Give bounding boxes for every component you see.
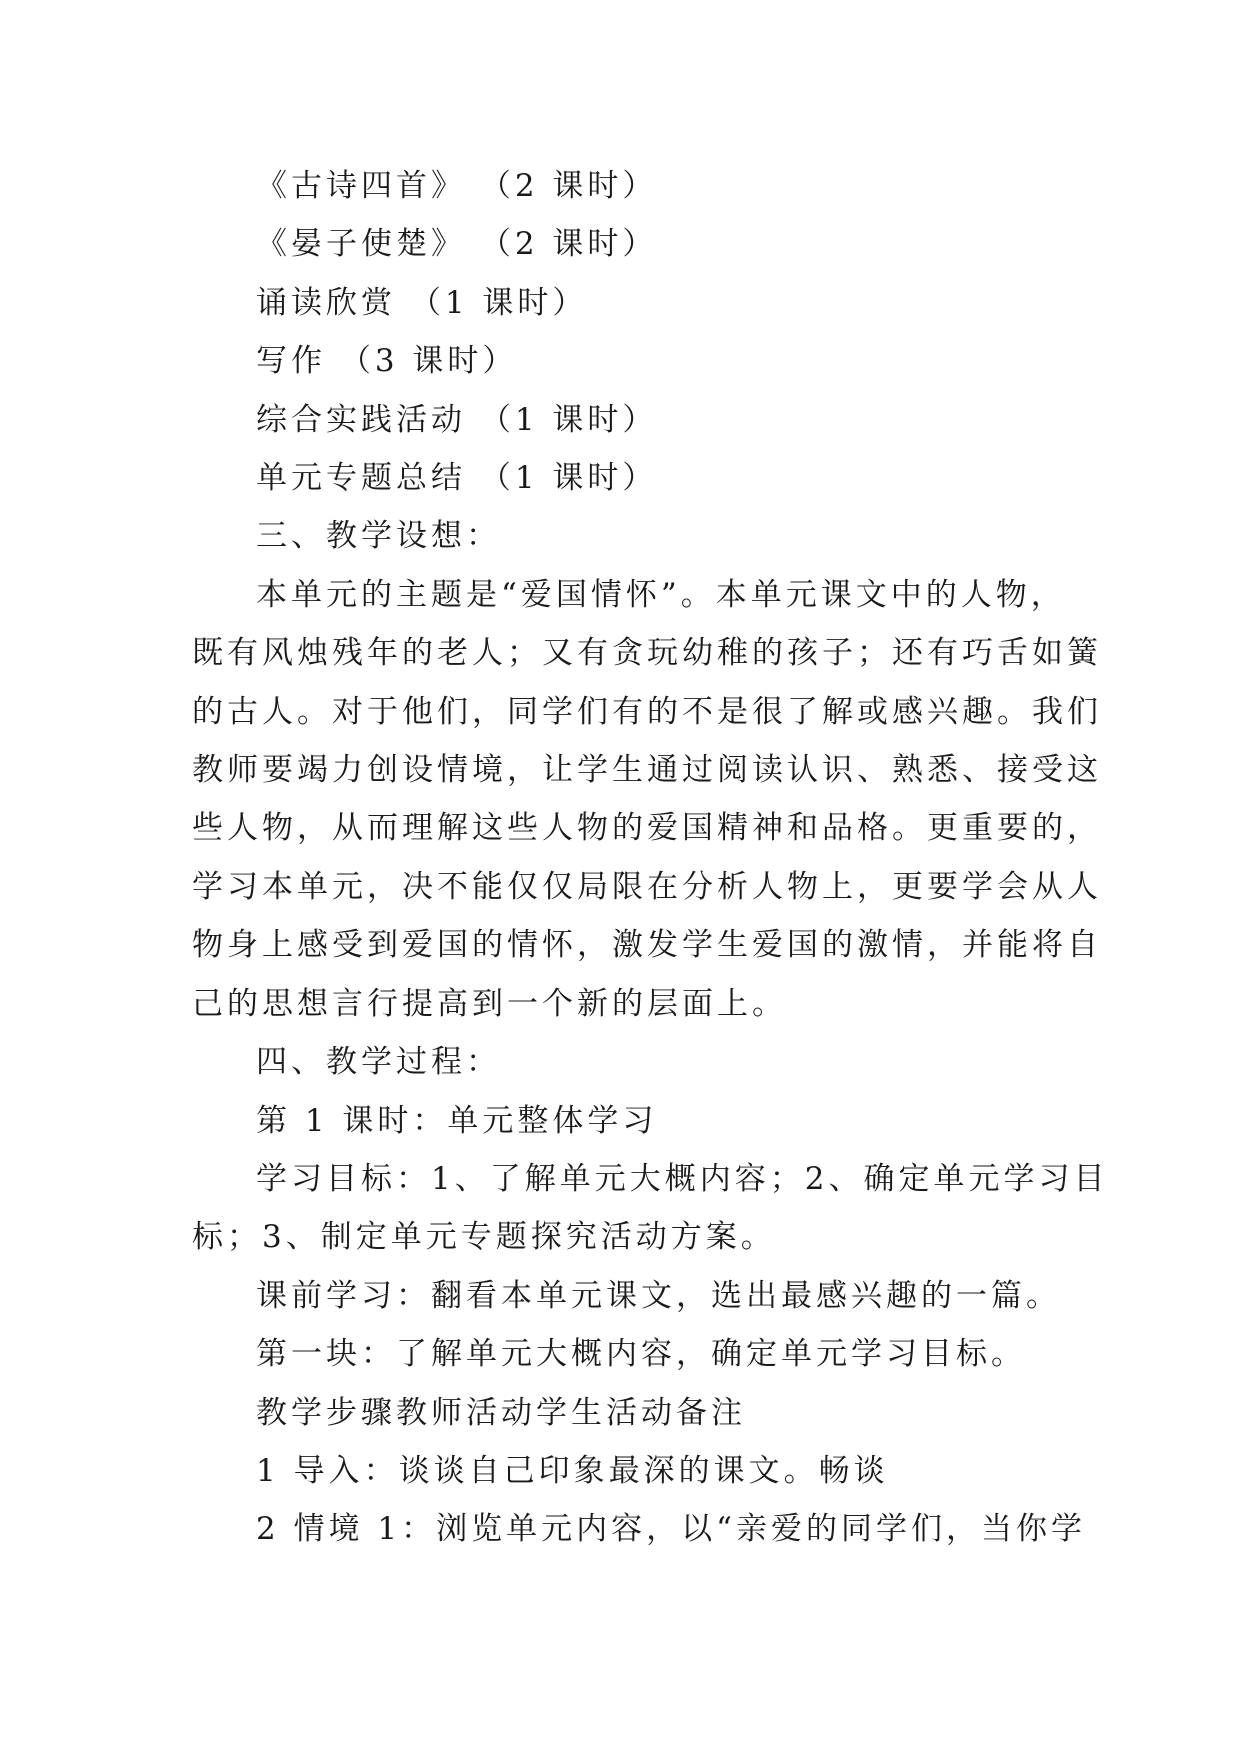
section-heading-teaching-design: 三、教学设想：: [256, 518, 501, 555]
schedule-item-practice: 综合实践活动 （1 课时）: [256, 401, 658, 438]
paragraph-line: 己的思想言行提高到一个新的层面上。: [192, 985, 787, 1022]
schedule-item-summary: 单元专题总结 （1 课时）: [256, 460, 658, 497]
block-1-line: 第一块：了解单元大概内容，确定单元学习目标。: [256, 1336, 1026, 1373]
step-2-line: 2 情境 1：浏览单元内容，以“亲爱的同学们，当你学: [256, 1511, 1087, 1548]
schedule-item-recitation: 诵读欣赏 （1 课时）: [256, 284, 588, 321]
paragraph-line: 学习本单元，决不能仅仅局限在分析人物上，更要学会从人: [192, 868, 1102, 905]
schedule-item-yanzi: 《晏子使楚》 （2 课时）: [256, 226, 658, 263]
paragraph-line: 教师要竭力创设情境，让学生通过阅读认识、熟悉、接受这: [192, 752, 1102, 789]
paragraph-line: 的古人。对于他们，同学们有的不是很了解或感兴趣。我们: [192, 693, 1102, 730]
paragraph-line: 学习目标：1、了解单元大概内容；2、确定单元学习目: [256, 1160, 1109, 1197]
pre-study-line: 课前学习：翻看本单元课文，选出最感兴趣的一篇。: [256, 1277, 1061, 1314]
paragraph-line: 物身上感受到爱国的情怀，激发学生爱国的激情，并能将自: [192, 927, 1102, 964]
paragraph-line: 标；3、制定单元专题探究活动方案。: [192, 1219, 776, 1256]
document-body: [192, 157, 1109, 1559]
lesson-1-title: 第 1 课时：单元整体学习: [256, 1102, 658, 1139]
schedule-item-ancient-poems: 《古诗四首》 （2 课时）: [256, 168, 658, 204]
paragraph-line: 既有风烛残年的老人；又有贪玩幼稚的孩子；还有巧舌如簧: [192, 635, 1102, 672]
section-heading-teaching-process: 四、教学过程：: [256, 1044, 501, 1081]
teaching-design-paragraph: [192, 566, 1102, 1033]
learning-goals-paragraph: [192, 1150, 1109, 1267]
paragraph-line: 些人物，从而理解这些人物的爱国精神和品格。更重要的，: [192, 810, 1102, 847]
schedule-item-writing: 写作 （3 课时）: [256, 343, 518, 380]
table-header-line: 教学步骤教师活动学生活动备注: [256, 1394, 746, 1431]
paragraph-line: 本单元的主题是“爱国情怀”。本单元课文中的人物，: [256, 576, 1066, 613]
step-1-line: 1 导入：谈谈自己印象最深的课文。畅谈: [256, 1452, 889, 1489]
